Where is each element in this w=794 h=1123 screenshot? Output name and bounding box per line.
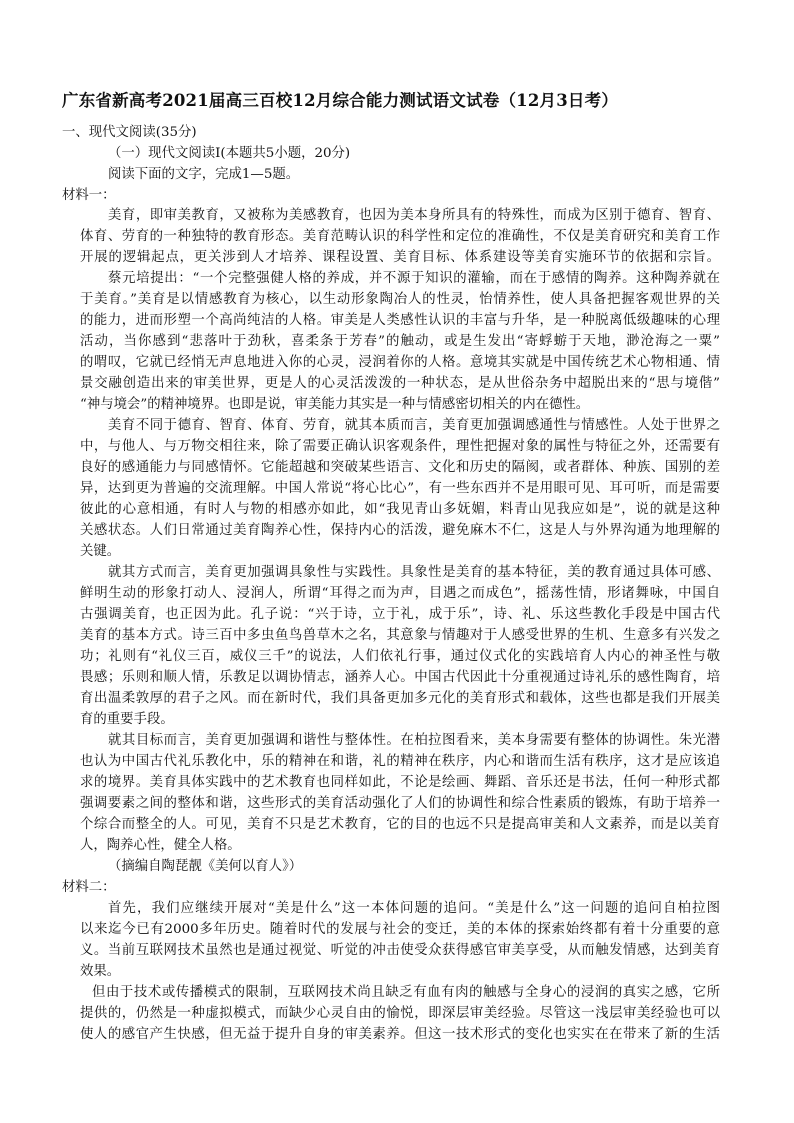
paragraph-line: 美育不同于德育、智育、体育、劳育，就其本质而言，美育更加强调感通性与情感性。人处于世界之 xyxy=(108,418,720,433)
paragraph-line: 美育，即审美教育，又被称为美感教育，也因为美本身所具有的特殊性，而成为区别于德育、智育、 xyxy=(108,208,720,223)
material-one-label: 材料一： xyxy=(62,188,116,203)
paragraph-line: 中，与他人、与万物交相往来，除了需要正确认识客观条件，理性把握对象的属性与特征之外，还需要有 xyxy=(80,439,720,454)
paragraph-line: 育出温柔敦厚的君子之风。而在新时代，我们具备更加多元化的美育形式和载体，这些也都是我们开展美 xyxy=(80,691,720,706)
paragraph-line: 育的重要手段。 xyxy=(80,712,174,727)
subsection-heading: （一）现代文阅读Ⅰ(本题共5小题，20分) xyxy=(108,146,351,161)
paragraph-line: 开展的逻辑起点，更关涉到人才培养、课程设置、美育目标、体系建设等美育实施环节的依据和宗旨。 xyxy=(80,250,720,265)
paragraph-line: 以来迄今已有2000多年历史。随着时代的发展与社会的变迁，美的本体的探索始终都有着十分重要的意 xyxy=(80,922,720,937)
paragraph-line: 的喟叹，它就已经悄无声息地进入你的心灵，浸润着你的人格。意境其实就是中国传统艺术心物相通、情 xyxy=(80,355,720,370)
paragraph-line: 良好的感通能力与同感情怀。它能超越和突破某些语言、文化和历史的隔阂，或者群体、种族、国别的差 xyxy=(80,460,720,475)
paragraph-line: 功；礼则有“礼仪三百，威仪三千”的说法，人们依礼行事，通过仪式化的实践培育人内心的神圣性与敬 xyxy=(80,649,720,664)
paragraph-line: 关感状态。人们日常通过美育陶养心性，保持内心的活泼，避免麻木不仁，这是人与外界沟通为地理解的 xyxy=(80,523,720,538)
paragraph-line: 提供的，仍然是一种虚拟模式，而缺少心灵自由的愉悦，即深层审美经验。尽管这一浅层审美经验也可以 xyxy=(80,1006,720,1021)
paragraph-line: 强调要素之间的整体和谐，这些形式的美育活动强化了人们的协调性和综合性素质的锻炼，有助于培养一 xyxy=(80,796,720,811)
paragraph-line: 义。当前互联网技术虽然也是通过视觉、听觉的冲击使受众获得感官审美享受，从而触发情感，达到美育 xyxy=(80,943,720,958)
paragraph-line: 效果。 xyxy=(80,964,121,979)
paragraph-line: 景交融创造出来的审美世界，更是人的心灵活泼泼的一种状态，是从世俗杂务中超脱出来的“思与境偕” xyxy=(80,376,720,391)
paragraph-line: “神与境会”的精神境界。也即是说，审美能力其实是一种与情感密切相关的内在德性。 xyxy=(80,397,590,412)
material-two-label: 材料二： xyxy=(62,880,116,895)
source-citation: （摘编自陶琵靓《美何以育人》） xyxy=(108,859,303,874)
section-heading: 一、现代文阅读(35分) xyxy=(62,125,197,140)
paragraph-line: 于美育。”美育是以情感教育为核心，以生动形象陶冶人的性灵，怡情养性，使人具备把握客观世界的关 xyxy=(80,292,720,307)
paragraph-line: 首先，我们应继续开展对“美是什么”这一本体问题的追问。“美是什么”这一问题的追问自柏拉图 xyxy=(108,901,720,916)
paragraph-line: 美育的基本方式。诗三百中多虫鱼鸟兽草木之名，其意象与情趣对于人感受世界的生机、生意多有兴发之 xyxy=(80,628,720,643)
paragraph-line: 但由于技术或传播模式的限制，互联网技术尚且缺乏有血有肉的触感与全身心的浸润的真实之感，它所 xyxy=(92,985,720,1000)
page-title: 广东省新高考2021届高三百校12月综合能力测试语文试卷（12月3日考） xyxy=(62,91,619,110)
paragraph-line: 个综合而整全的人。可见，美育不只是艺术教育，它的目的也远不只是提高审美和人文素养，而是以美育 xyxy=(80,817,720,832)
paragraph-line: 古强调美育，也正因为此。孔子说：“兴于诗，立于礼，成于乐”，诗、礼、乐这些教化手段是中国古代 xyxy=(80,607,720,622)
instruction-text: 阅读下面的文字，完成1—5题。 xyxy=(108,167,300,182)
paragraph-line: 体育、劳育的一种独特的教育形态。美育范畴认识的科学性和定位的准确性，不仅是美育研究和美育工作 xyxy=(80,229,720,244)
paragraph-line: 就其方式而言，美育更加强调具象性与实践性。具象性是美育的基本特征，美的教育通过具体可感、 xyxy=(108,565,720,580)
paragraph-line: 活动，当你感到“悲落叶于劲秋，喜柔条于芳春”的触动，或是生发出“寄蜉蝣于天地，渺沧海之一粟” xyxy=(80,334,720,349)
paragraph-line: 关键。 xyxy=(80,544,121,559)
paragraph-line: 人，陶养心性，健全人格。 xyxy=(80,838,241,853)
paragraph-line: 畏感；乐则和顺人情，乐教足以调协情志，涵养人心。中国古代因此十分重视通过诗礼乐的感性陶育，培 xyxy=(80,670,720,685)
paragraph-line: 异，达到更为普遍的交流理解。中国人常说“将心比心”，有一些东西并不是用眼可见、耳可听，而是需要 xyxy=(80,481,720,496)
paragraph-line: 彼此的心意相通，有时人与物的相感亦如此，如“我见青山多妩媚，料青山见我应如是”，说的就是这种 xyxy=(80,502,720,517)
paragraph-line: 就其目标而言，美育更加强调和谐性与整体性。在柏拉图看来，美本身需要有整体的协调性。朱光潜 xyxy=(108,733,720,748)
paragraph-line: 鲜明生动的形象打动人、浸润人，所谓“耳得之而为声，目遇之而成色”，摇荡性情，形诸舞咏，中国自 xyxy=(80,586,720,601)
paragraph-line: 使人的感官产生快感，但无益于提升自身的审美素养。但这一技术形式的变化也实实在在带来了新的生活 xyxy=(80,1027,720,1042)
paragraph-line: 的能力，进而形塑一个高尚纯洁的人格。审美是人类感性认识的丰富与升华，是一种脱离低级趣味的心理 xyxy=(80,313,720,328)
paragraph-line: 求的境界。美育具体实践中的艺术教育也同样如此，不论是绘画、舞蹈、音乐还是书法，任何一种形式都 xyxy=(80,775,720,790)
paragraph-line: 蔡元培提出：“一个完整强健人格的养成，并不源于知识的灌输，而在于感情的陶养。这种陶养就在 xyxy=(108,271,720,286)
paragraph-line: 也认为中国古代礼乐教化中，乐的精神在和谐，礼的精神在秩序，内心和谐而生活有秩序，这才是应该追 xyxy=(80,754,720,769)
